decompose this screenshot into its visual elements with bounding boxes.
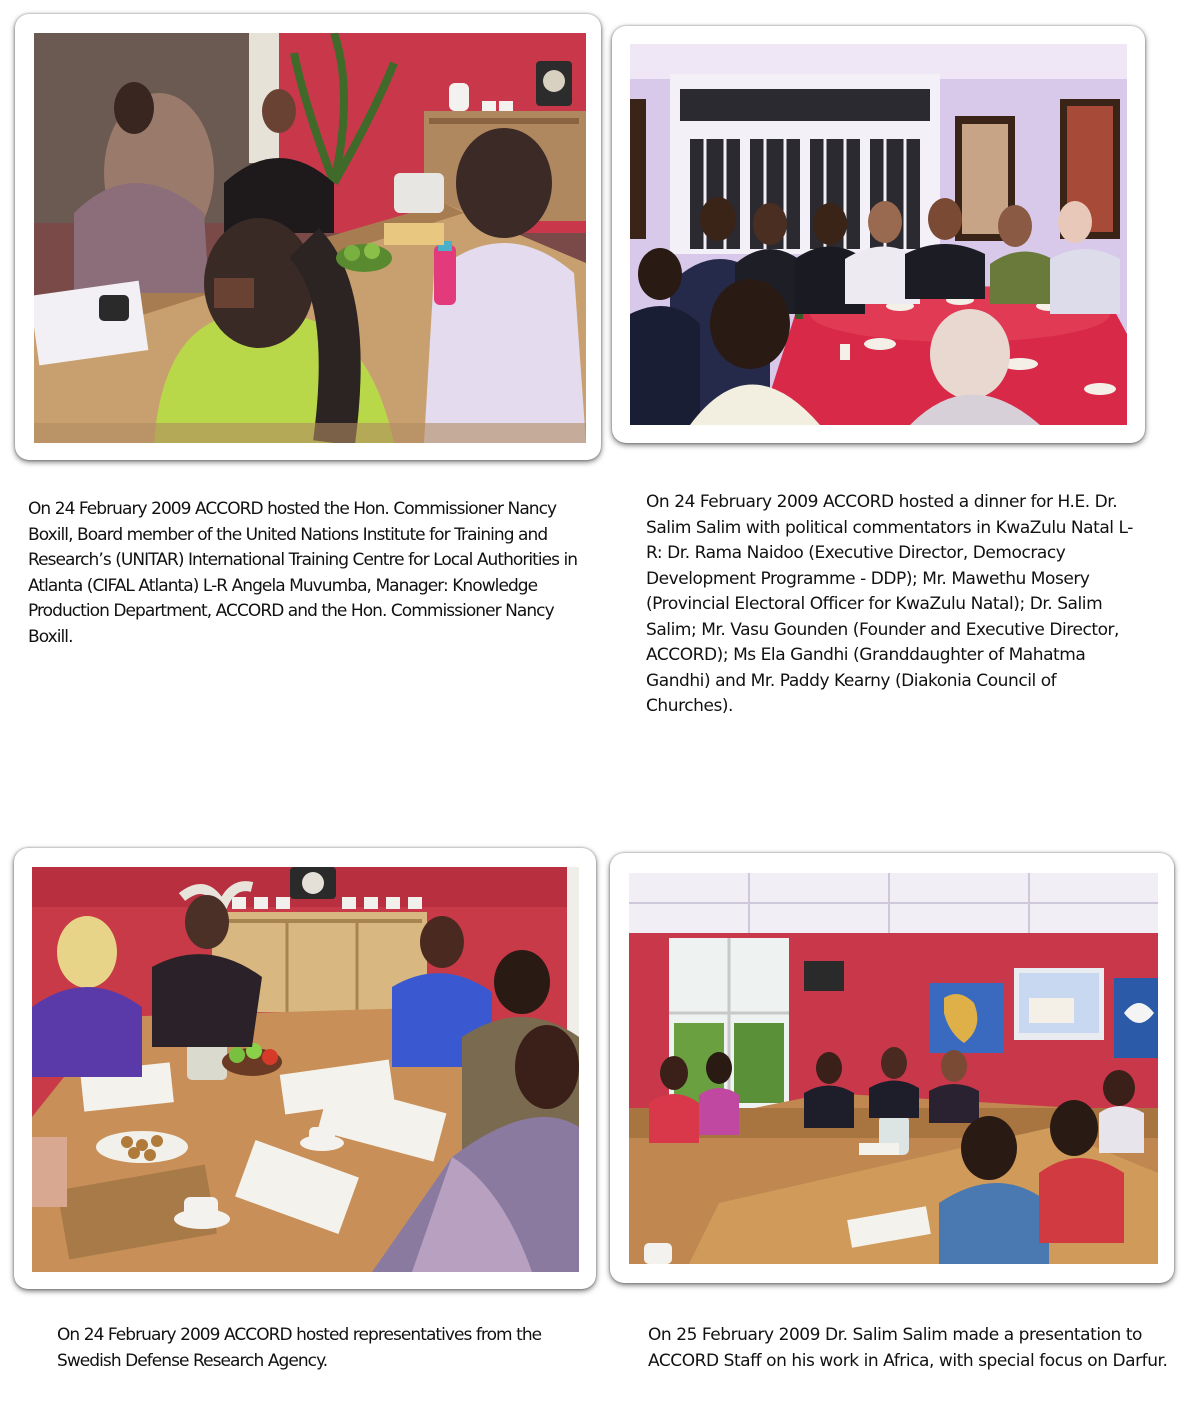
photo-salim-dinner bbox=[630, 44, 1127, 425]
caption-dinner-text: On 24 February 2009 ACCORD hosted a dinner for H.E. Dr. Salim Salim with political commentators in KwaZulu Natal L-R: Dr. Rama Naidoo (Executive Director, Democracy Development Programme - DDP); Mr. Mawethu Mosery (Provincial Electoral Officer for KwaZulu Natal); Dr. Salim Salim; Mr. Vasu Gounden (Founder and Executive Director, ACCORD); Ms Ela Gandhi (Granddaughter of Mahatma Gandhi) and Mr. Paddy Kearny (Diakonia Council of Churches). bbox=[646, 492, 1133, 716]
caption-boxill-text: On 24 February 2009 ACCORD hosted the Hon. Commissioner Nancy Boxill, Board member of the United Nations Institute for Training and Research’s (UNITAR) International Training Centre for Local Authorities in Atlanta (CIFAL Atlanta) L-R Angela Muvumba, Manager: Knowledge Production Department, ACCORD and the Hon. Commissioner Nancy Boxill. bbox=[28, 499, 578, 647]
photo-card-presentation bbox=[610, 853, 1174, 1283]
photo-card-dinner bbox=[612, 26, 1145, 443]
photo-boxill-meeting bbox=[34, 33, 586, 443]
photo-salim-presentation bbox=[629, 873, 1158, 1264]
caption-salim-presentation bbox=[648, 1323, 1168, 1374]
caption-presentation-text: On 25 February 2009 Dr. Salim Salim made a presentation to ACCORD Staff on his work in Africa, with special focus on Darfur. bbox=[648, 1325, 1168, 1371]
photo-card-boxill bbox=[15, 14, 601, 460]
caption-salim-dinner bbox=[646, 490, 1144, 720]
caption-swedish-meeting bbox=[57, 1323, 557, 1374]
caption-boxill-meeting bbox=[28, 497, 594, 650]
caption-swedish-text: On 24 February 2009 ACCORD hosted representatives from the Swedish Defense Research Agency. bbox=[57, 1325, 542, 1371]
photo-swedish-meeting bbox=[32, 867, 579, 1272]
photo-card-swedish bbox=[14, 848, 596, 1289]
